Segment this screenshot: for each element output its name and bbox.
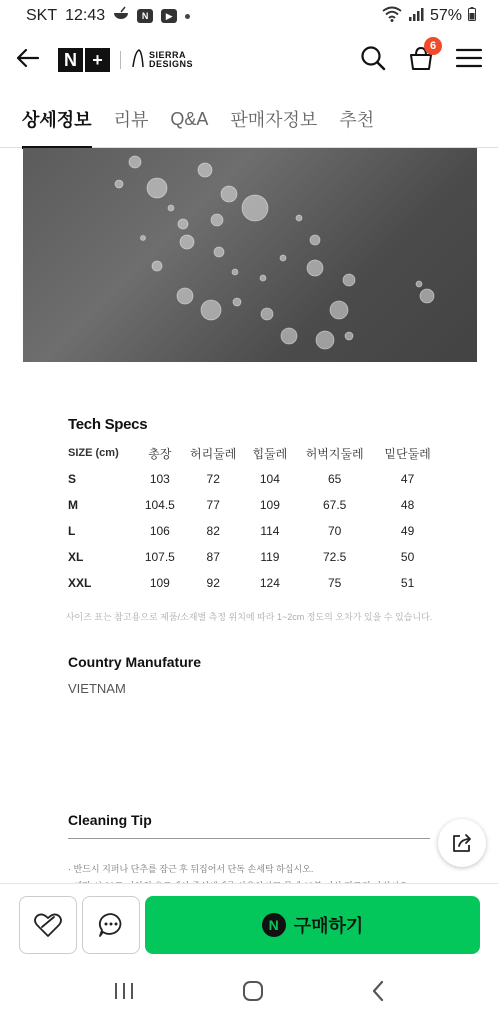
brand-divider (120, 51, 121, 69)
talk-chat-button[interactable] (82, 896, 140, 954)
cart-button[interactable] (408, 39, 437, 76)
buy-button-label: 구매하기 (293, 916, 364, 936)
share-button[interactable] (438, 819, 486, 867)
tab-details[interactable]: 상세정보 (22, 90, 92, 148)
tab-qna[interactable]: Q&A (170, 108, 209, 129)
sierra-designs-logo: SIERRA DESIGNS (131, 49, 193, 72)
battery-level: 57% (429, 7, 462, 24)
country-title: Country Manufature (68, 654, 201, 670)
home-icon[interactable] (242, 980, 264, 1007)
column-header: 총장 (148, 446, 172, 461)
water-repellent-fabric-image (23, 148, 477, 362)
naver-plus-logo: N + (58, 48, 110, 72)
column-header: 밑단둘레 (384, 446, 431, 461)
table-row: L 106 82 114 70 49 (68, 524, 415, 538)
product-detail-content[interactable] (0, 148, 498, 883)
naver-pay-icon: N (262, 913, 286, 937)
table-row: XXL 109 92 124 75 51 (68, 576, 415, 590)
column-header: SIZE (cm) (68, 447, 119, 459)
column-header: 힙둘레 (252, 446, 288, 461)
signal-icon (408, 7, 424, 26)
cleaning-divider (68, 838, 430, 839)
product-tabs (0, 90, 498, 148)
wifi-icon (382, 6, 402, 27)
column-header: 허벅지둘레 (305, 446, 364, 461)
country-value: VIETNAM (68, 681, 126, 696)
back-arrow-icon[interactable] (16, 48, 40, 73)
table-row: S 103 72 104 65 47 (68, 472, 415, 486)
recent-apps-icon[interactable] (113, 982, 135, 1005)
tab-reviews[interactable]: 리뷰 (113, 110, 149, 130)
mountain-icon (131, 49, 145, 72)
back-icon[interactable] (371, 980, 385, 1007)
share-icon (451, 832, 473, 854)
hamburger-menu-icon[interactable] (456, 48, 482, 73)
table-row: M 104.5 77 109 67.5 48 (68, 498, 415, 512)
buy-button[interactable] (145, 896, 480, 954)
bowl-notification-icon (113, 7, 129, 26)
purchase-bar (0, 883, 498, 963)
status-bar (0, 0, 498, 32)
table-row: XL 107.5 87 119 72.5 50 (68, 550, 415, 564)
wishlist-button[interactable] (19, 896, 77, 954)
clock: 12:43 (65, 7, 106, 24)
size-disclaimer-note: 사이즈 표는 참고용으로 제품/소재별 측정 위치에 따라 1~2cm 정도의 오차가 있을 수 있습니다. (65, 612, 433, 622)
tab-seller-info[interactable]: 판매자정보 (230, 110, 318, 130)
brand-logo[interactable] (58, 48, 193, 72)
battery-icon (468, 7, 476, 26)
cart-count-badge: 6 (424, 37, 442, 55)
chat-bubble-icon (97, 911, 125, 939)
search-icon[interactable] (360, 45, 386, 76)
heart-icon (33, 911, 63, 939)
size-spec-table (68, 440, 440, 596)
column-header: 허리둘레 (190, 446, 237, 461)
cleaning-tip-line: · 반드시 지퍼나 단추를 잠근 후 뒤집어서 단독 손세탁 하십시오. (68, 864, 314, 874)
table-header-row (68, 440, 440, 466)
naver-notification-icon: N (137, 9, 153, 23)
carrier: SKT (26, 7, 58, 24)
youtube-notification-icon: ▶ (161, 9, 177, 23)
tab-recommend[interactable]: 추천 (339, 110, 375, 130)
app-header (0, 32, 498, 88)
more-notifications-icon (185, 14, 190, 19)
cleaning-tip-title: Cleaning Tip (68, 812, 152, 828)
system-nav-bar (0, 963, 498, 1024)
tech-specs-title: Tech Specs (68, 416, 148, 433)
